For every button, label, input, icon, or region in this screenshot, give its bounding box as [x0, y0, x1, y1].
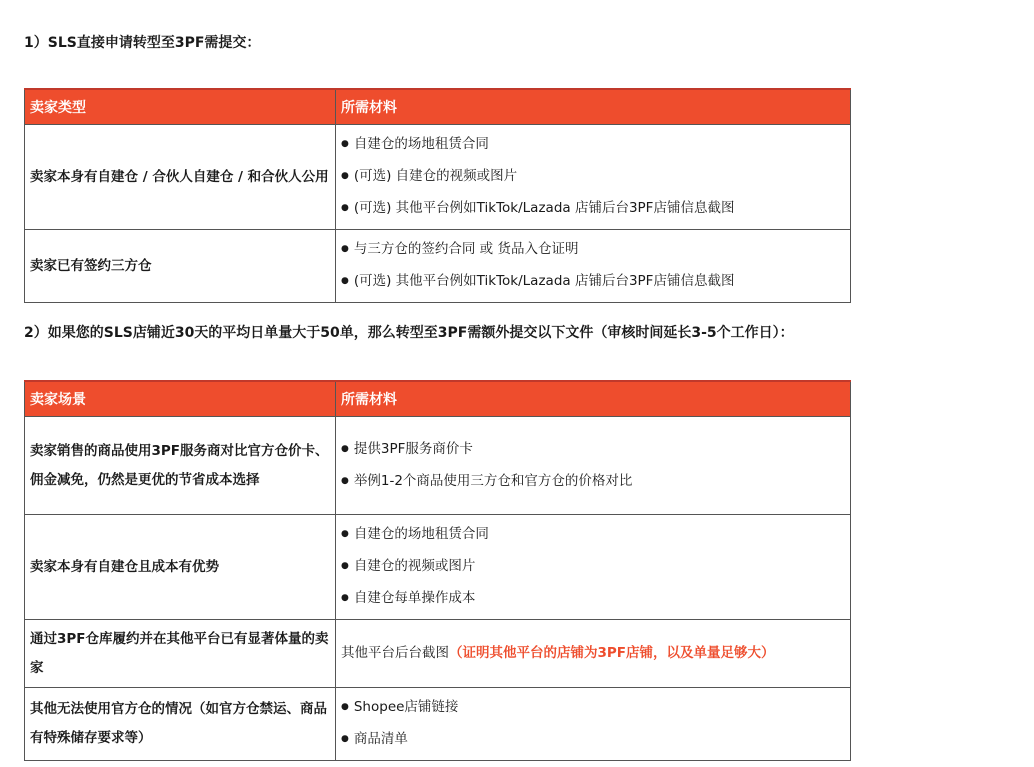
seller-scenario-cell: 其他无法使用官方仓的情况（如官方仓禁运、商品有特殊储存要求等） [25, 688, 336, 761]
section2-heading: 2）如果您的SLS店铺近30天的平均日单量大于50单，那么转型至3PF需额外提交以下文件（审核时间延长3-5个工作日）： [24, 325, 794, 341]
list-item: ● 自建仓的场地租赁合同 [341, 519, 845, 551]
additional-documents-table [24, 380, 851, 761]
seller-scenario-cell: 卖家销售的商品使用3PF服务商对比官方仓价卡、佣金减免，仍然是更优的节省成本选择 [25, 417, 336, 515]
list-item: ● (可选) 其他平台例如TikTok/Lazada 店铺后台3PF店铺信息截图 [341, 193, 845, 225]
table-row [25, 688, 851, 761]
materials-list [341, 234, 845, 298]
table-row [25, 620, 851, 688]
materials-list [341, 434, 845, 498]
materials-text: 其他平台后台截图 [341, 645, 449, 661]
list-item: ● 举例1-2个商品使用三方仓和官方仓的价格对比 [341, 466, 845, 498]
sls-to-3pf-requirements-table [24, 88, 851, 303]
table-row [25, 230, 851, 303]
header-required-materials: 所需材料 [336, 381, 851, 417]
table-row [25, 125, 851, 230]
seller-type-cell: 卖家已有签约三方仓 [25, 230, 336, 303]
seller-type-cell: 卖家本身有自建仓 / 合伙人自建仓 / 和合伙人公用 [25, 125, 336, 230]
table-header-row [25, 381, 851, 417]
section1-heading: 1）SLS直接申请转型至3PF需提交： [24, 35, 261, 51]
header-seller-scenario: 卖家场景 [25, 381, 336, 417]
header-seller-type: 卖家类型 [25, 89, 336, 125]
list-item: ● 自建仓的场地租赁合同 [341, 129, 845, 161]
materials-list [341, 129, 845, 225]
table-row [25, 417, 851, 515]
materials-cell [336, 620, 851, 688]
materials-cell [336, 688, 851, 761]
materials-note: （证明其他平台的店铺为3PF店铺，以及单量足够大） [449, 645, 775, 661]
materials-cell [336, 125, 851, 230]
list-item: ● (可选) 其他平台例如TikTok/Lazada 店铺后台3PF店铺信息截图 [341, 266, 845, 298]
list-item: ● 提供3PF服务商价卡 [341, 434, 845, 466]
list-item: ● 自建仓每单操作成本 [341, 583, 845, 615]
seller-scenario-cell: 通过3PF仓库履约并在其他平台已有显著体量的卖家 [25, 620, 336, 688]
list-item: ● (可选) 自建仓的视频或图片 [341, 161, 845, 193]
materials-list [341, 692, 845, 756]
materials-cell [336, 515, 851, 620]
materials-cell [336, 417, 851, 515]
seller-scenario-cell: 卖家本身有自建仓且成本有优势 [25, 515, 336, 620]
header-required-materials: 所需材料 [336, 89, 851, 125]
list-item: ● 与三方仓的签约合同 或 货品入仓证明 [341, 234, 845, 266]
list-item: ● 自建仓的视频或图片 [341, 551, 845, 583]
table-header-row [25, 89, 851, 125]
materials-cell [336, 230, 851, 303]
list-item: ● 商品清单 [341, 724, 845, 756]
table-row [25, 515, 851, 620]
list-item: ● Shopee店铺链接 [341, 692, 845, 724]
materials-list [341, 519, 845, 615]
